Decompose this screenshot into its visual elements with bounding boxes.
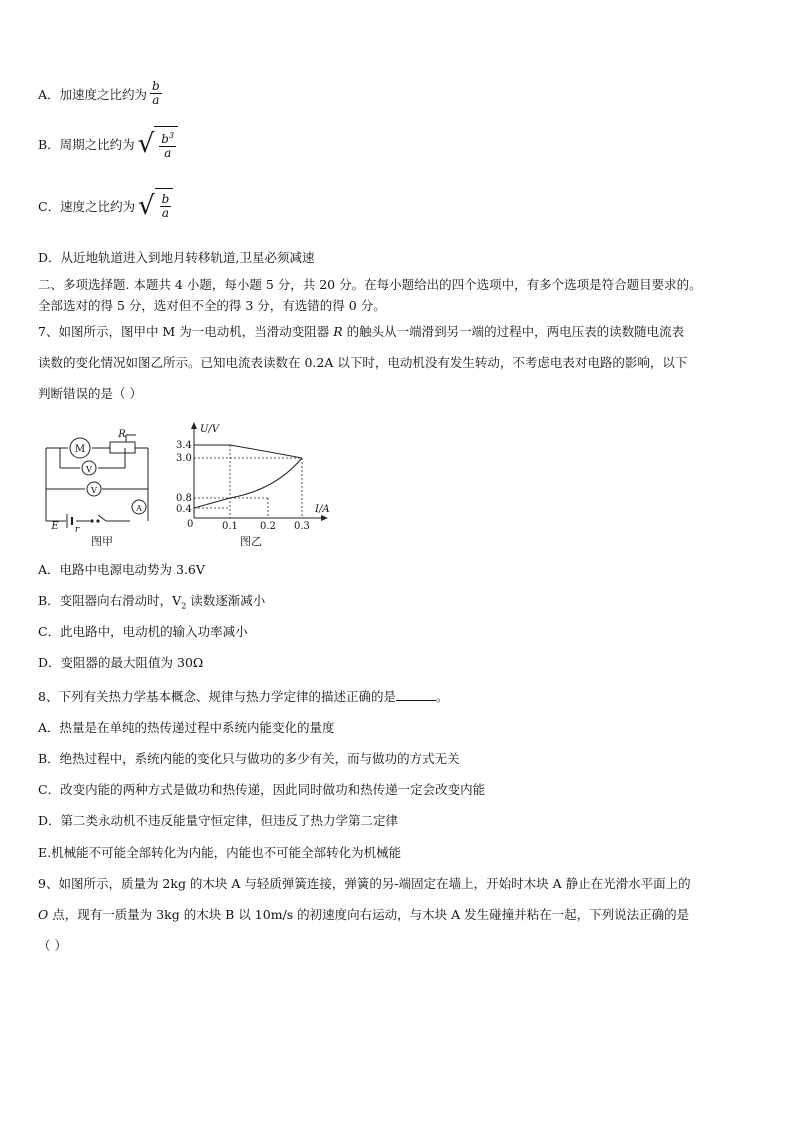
q7-stem-line3: 判断错误的是（ ） <box>38 386 142 401</box>
x-tick-0.3: 0.3 <box>294 521 310 532</box>
q7-option-c: C．此电路中，电动机的输入功率减小 <box>38 624 248 639</box>
circuit-diagram <box>40 425 160 550</box>
q8-option-d: D．第二类永动机不违反能量守恒定律，但违反了热力学第二定律 <box>38 813 399 828</box>
circuit-caption: 图甲 <box>91 535 113 548</box>
q7-option-a: A．电路中电源电动势为 3.6V <box>38 562 205 577</box>
y-tick-0.4: 0.4 <box>176 504 192 515</box>
y-tick-3.0: 3.0 <box>176 453 192 464</box>
motor-label: M <box>74 444 86 455</box>
q8-option-a: A．热量是在单纯的热传递过程中系统内能变化的量度 <box>38 720 335 735</box>
q8-option-b: B．绝热过程中，系统内能的变化只与做功的多少有关，而与做功的方式无关 <box>38 751 460 766</box>
q6-option-b <box>38 126 178 162</box>
q6-option-a <box>38 80 162 107</box>
y-tick-3.4: 3.4 <box>176 440 192 451</box>
q7-stem-line2: 读数的变化情况如图乙所示。已知电流表读数在 0.2A 以下时，电动机没有发生转动，不考虑电表对电路的影响，以下 <box>38 355 688 370</box>
section2-line1: 二、多项选择题. 本题共 4 小题，每小题 5 分，共 20 分。在每小题给出的四个选项中，有多个选项是符合题目要求的。 <box>38 277 702 292</box>
q8-option-e: E.机械能不可能全部转化为内能，内能也不可能全部转化为机械能 <box>38 845 402 860</box>
emf-label: E <box>51 521 59 532</box>
q8-option-c: C．改变内能的两种方式是做功和热传递，因此同时做功和热传递一定会改变内能 <box>38 782 486 797</box>
section2-line2: 全部选对的得 5 分，选对但不全的得 3 分，有选错的得 0 分。 <box>38 298 386 313</box>
y-tick-0.8: 0.8 <box>176 493 192 504</box>
option-c-label: C．速度之比约为 <box>38 199 136 214</box>
fraction-b-over-a: $\frac{b}{a}$ <box>152 79 160 107</box>
ammeter-label: A <box>136 504 142 513</box>
answer-blank <box>396 700 436 701</box>
sqrt-b3-over-a: √ $\frac{b^3}{a}$ <box>138 126 178 162</box>
option-b-label: B．周期之比约为 <box>38 137 135 152</box>
ui-graph <box>170 418 345 550</box>
v1-label: V <box>86 465 92 474</box>
q6-option-d: D．从近地轨道进入到地月转移轨道,卫星必须减速 <box>38 250 315 265</box>
graph-caption: 图乙 <box>240 535 262 548</box>
q7-option-b: B．变阻器向右滑动时，$V_2$ 读数逐渐减小 <box>38 593 266 611</box>
q9-stem-line2: O 点，现有一质量为 3kg 的木块 B 以 10m/s 的初速度向右运动，与木块 A 发生碰撞并粘在一起，下列说法正确的是 <box>38 907 690 922</box>
resistor-label: R <box>118 429 126 440</box>
sqrt-b-over-a: √ $\frac{b}{a}$ <box>138 188 173 224</box>
v2-label: V <box>91 486 97 495</box>
x-tick-0.2: 0.2 <box>260 521 276 532</box>
q7-stem-line1: 7、如图所示，图甲中 M 为一电动机，当滑动变阻器 R 的触头从一端滑到另一端的过程中，两电压表的读数随电流表 <box>38 324 685 339</box>
q8-stem: 8、下列有关热力学基本概念、规律与热力学定律的描述正确的是 。 <box>38 689 449 704</box>
q9-stem-line1: 9、如图所示，质量为 2kg 的木块 A 与轻质弹簧连接，弹簧的另-端固定在墙上，开始时木块 A 静止在光滑水平面上的 <box>38 876 691 891</box>
x-tick-0.1: 0.1 <box>222 521 238 532</box>
q6-option-c <box>38 188 173 224</box>
graph-xlabel: I/A <box>315 504 330 515</box>
option-a-label: A．加速度之比约为 <box>38 86 148 102</box>
q9-stem-line3: （ ） <box>38 938 67 953</box>
graph-ylabel: U/V <box>200 424 220 435</box>
q7-option-d: D．变阻器的最大阻值为 30Ω <box>38 655 204 670</box>
graph-origin: 0 <box>187 519 194 530</box>
r-label: r <box>74 525 80 535</box>
